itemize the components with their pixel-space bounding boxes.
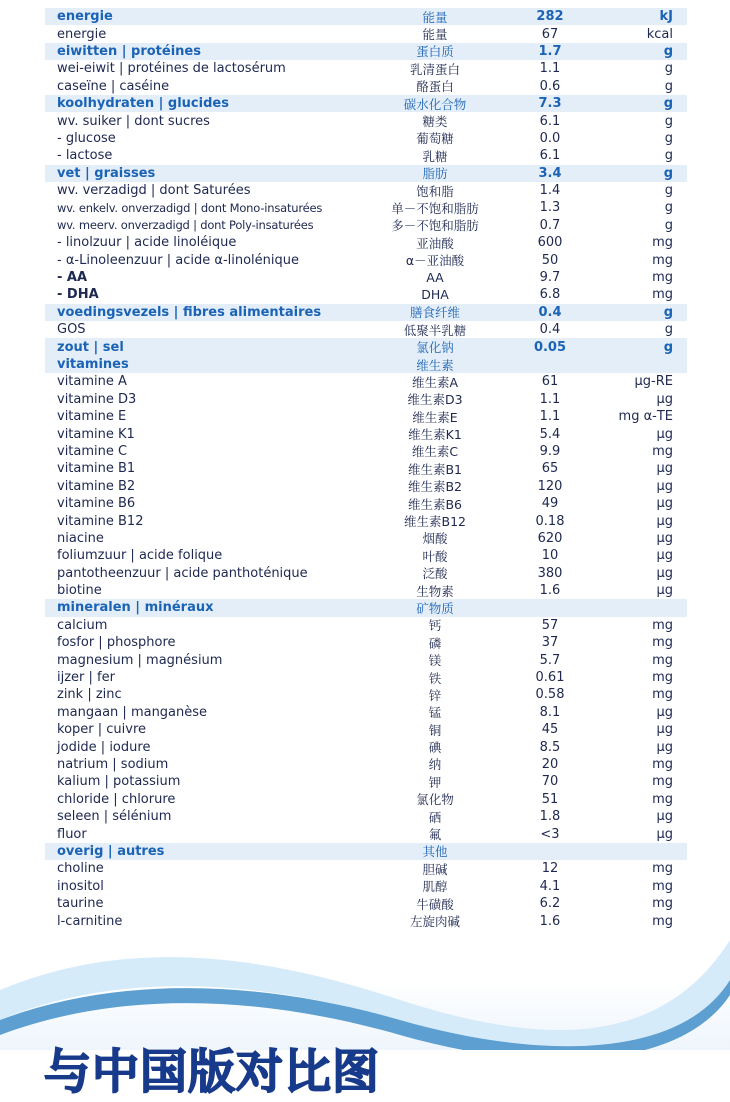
nutrient-unit: mg [652, 861, 673, 877]
nutrient-name: calcium [57, 617, 108, 633]
nutrient-unit: mg [652, 913, 673, 929]
chinese-name: 蛋白质 [416, 44, 454, 60]
table-row [45, 704, 687, 721]
nutrient-unit: kcal [646, 26, 673, 42]
section-header-row [45, 338, 687, 355]
nutrient-unit: mg [652, 878, 673, 894]
table-row [45, 182, 687, 199]
nutrient-name: taurine [57, 896, 104, 912]
nutrient-value: 67 [541, 26, 559, 42]
nutrient-unit: g [664, 217, 673, 233]
chinese-name: 维生素B12 [404, 514, 466, 530]
nutrient-unit: mg [652, 774, 673, 790]
chinese-name: 维生素B2 [407, 479, 463, 495]
nutrient-unit: µg [656, 722, 673, 738]
section-header-row [45, 843, 687, 860]
nutrient-name: vitamines [57, 357, 129, 372]
nutrient-name: energie [57, 26, 107, 42]
section-header-row [45, 356, 687, 373]
chinese-name: 维生素A [411, 374, 459, 390]
nutrient-unit: g [664, 148, 673, 164]
nutrient-name: magnesium | magnésium [57, 652, 223, 668]
nutrient-unit: µg [656, 548, 673, 564]
nutrient-value: 51 [541, 791, 559, 807]
table-row [45, 78, 687, 95]
nutrient-value: 20 [541, 756, 559, 772]
table-row [45, 25, 687, 42]
nutrient-name: wv. verzadigd | dont Saturées [57, 183, 251, 199]
nutrient-value: 0.0 [539, 130, 561, 146]
nutrient-name: biotine [57, 583, 102, 599]
nutrient-name: fluor [57, 826, 87, 842]
nutrient-name: foliumzuur | acide folique [57, 548, 223, 564]
nutrient-name: seleen | sélénium [57, 809, 172, 825]
chinese-name: 亚油酸 [416, 235, 454, 251]
nutrient-value: 50 [541, 252, 559, 268]
nutrient-name: niacine [57, 530, 104, 546]
chinese-name: 乳清蛋白 [409, 61, 460, 77]
nutrient-name: - α-Linoleenzuur | acide α-linolénique [57, 252, 300, 268]
chinese-name: 脂肪 [422, 166, 448, 182]
nutrient-name: vitamine D3 [57, 391, 137, 407]
nutrient-unit: mg [652, 617, 673, 633]
nutrient-value: 6.8 [539, 287, 561, 303]
nutrient-unit: g [664, 183, 673, 199]
nutrient-name: vitamine C [57, 443, 128, 459]
nutrient-name: eiwitten | protéines [57, 43, 201, 59]
nutrient-name: energie [57, 9, 113, 25]
nutrient-value: 6.2 [539, 896, 561, 912]
nutrient-name: vitamine B6 [57, 496, 136, 512]
nutrient-value: <3 [540, 826, 560, 842]
nutrient-value: 0.61 [535, 670, 565, 686]
nutrient-name: vitamine E [57, 409, 127, 425]
nutrient-name: wv. meerv. onverzadigd | dont Poly-insaturées [57, 218, 314, 233]
nutrient-value: 8.5 [539, 739, 561, 755]
nutrient-value: 9.9 [539, 443, 561, 459]
nutrient-value: 1.6 [539, 913, 561, 929]
chinese-name: 铜 [428, 722, 442, 738]
chinese-name: 膳食纤维 [409, 305, 460, 321]
chinese-name: 氟 [428, 827, 442, 843]
nutrient-value: 1.7 [538, 43, 562, 59]
chinese-name: 维生素K1 [408, 427, 462, 443]
nutrient-unit: mg [652, 252, 673, 268]
nutrient-unit: g [663, 304, 673, 320]
nutrient-name: caseïne | caséine [57, 78, 170, 94]
chinese-name: 叶酸 [422, 548, 448, 564]
table-row [45, 912, 687, 929]
nutrient-value: 3.4 [538, 165, 562, 181]
chinese-name: 多－不饱和脂肪 [391, 218, 479, 234]
table-row [45, 825, 687, 842]
table-row [45, 391, 687, 408]
section-header-row [45, 304, 687, 321]
chinese-name: 碘 [428, 740, 442, 756]
table-row [45, 217, 687, 234]
section-header-row [45, 165, 687, 182]
nutrient-value: 1.1 [539, 409, 561, 425]
nutrient-name: pantotheenzuur | acide panthoténique [57, 565, 308, 581]
nutrition-table [45, 8, 687, 930]
nutrient-unit: g [664, 113, 673, 129]
nutrient-value: 8.1 [539, 704, 561, 720]
nutrient-unit: µg [656, 826, 673, 842]
nutrient-unit: g [663, 96, 673, 112]
table-row [45, 478, 687, 495]
nutrient-name: - lactose [57, 148, 113, 164]
chinese-name: 维生素E [412, 409, 458, 425]
nutrient-name: overig | autres [57, 843, 165, 859]
nutrient-unit: µg [656, 513, 673, 529]
chinese-name: 矿物质 [416, 600, 454, 616]
chinese-name: 烟酸 [422, 531, 448, 547]
nutrient-name: wv. suiker | dont sucres [57, 113, 210, 129]
nutrient-name: choline [57, 861, 104, 877]
nutrient-name: kalium | potassium [57, 774, 181, 790]
nutrient-value: 282 [536, 9, 564, 25]
nutrient-name: - glucose [57, 130, 116, 146]
nutrient-name: koper | cuivre [57, 722, 147, 738]
nutrient-value: 1.8 [539, 809, 561, 825]
nutrient-unit: µg [656, 739, 673, 755]
nutrient-unit: g [663, 339, 673, 355]
chinese-name: 饱和脂 [416, 183, 454, 199]
table-row [45, 634, 687, 651]
chinese-name: 单－不饱和脂肪 [391, 200, 479, 216]
table-row [45, 512, 687, 529]
nutrient-unit: g [664, 78, 673, 94]
table-row [45, 860, 687, 877]
table-row [45, 565, 687, 582]
section-header-row [45, 8, 687, 25]
nutrient-name: vet | graisses [57, 165, 156, 181]
nutrient-name: natrium | sodium [57, 756, 169, 772]
nutrient-unit: µg [656, 478, 673, 494]
table-row [45, 321, 687, 338]
nutrient-name: voedingsvezels | fibres alimentaires [57, 304, 322, 320]
chinese-name: AA [426, 270, 444, 286]
chinese-name: 锰 [428, 705, 442, 721]
nutrient-value: 4.1 [539, 878, 561, 894]
nutrient-value: 0.18 [535, 513, 565, 529]
nutrient-unit: µg [656, 496, 673, 512]
nutrient-name: vitamine K1 [57, 426, 135, 442]
chinese-name: 碳水化合物 [403, 96, 467, 112]
chinese-name: 维生素 [416, 357, 454, 373]
nutrient-value: 37 [541, 635, 559, 651]
nutrient-name: mangaan | manganèse [57, 704, 208, 720]
nutrient-value: 1.1 [539, 391, 561, 407]
chinese-name: 钙 [428, 618, 442, 634]
chinese-name: 氯化钠 [416, 340, 454, 356]
section-header-row [45, 43, 687, 60]
nutrient-unit: g [663, 165, 673, 181]
table-row [45, 878, 687, 895]
table-row [45, 495, 687, 512]
nutrient-value: 70 [541, 774, 559, 790]
nutrient-name: wei-eiwit | protéines de lactosérum [57, 61, 286, 77]
nutrient-value: 600 [537, 235, 563, 251]
table-row [45, 269, 687, 286]
table-row [45, 721, 687, 738]
chinese-name: 低聚半乳糖 [403, 322, 467, 338]
nutrient-value: 1.6 [539, 583, 561, 599]
nutrient-value: 620 [537, 530, 563, 546]
nutrient-unit: µg [656, 391, 673, 407]
nutrient-unit: mg [652, 756, 673, 772]
nutrient-name: koolhydraten | glucides [57, 96, 229, 112]
nutrient-name: - AA [57, 270, 88, 286]
table-row [45, 112, 687, 129]
chinese-name: 牛磺酸 [416, 896, 454, 912]
table-row [45, 808, 687, 825]
section-header-row [45, 599, 687, 616]
chinese-name: 能量 [422, 9, 448, 25]
chinese-name: 生物素 [416, 583, 454, 599]
table-row [45, 199, 687, 216]
table-row [45, 738, 687, 755]
nutrient-name: - linolzuur | acide linoléique [57, 235, 237, 251]
nutrient-name: GOS [57, 322, 86, 338]
table-row [45, 373, 687, 390]
nutrient-name: zink | zinc [57, 687, 122, 703]
nutrient-unit: mg [652, 687, 673, 703]
table-row [45, 408, 687, 425]
nutrient-value: 120 [537, 478, 563, 494]
nutrient-value: 0.4 [538, 304, 562, 320]
chinese-name: 锌 [428, 687, 442, 703]
nutrient-value: 1.4 [539, 183, 561, 199]
chinese-name: 左旋肉碱 [409, 914, 460, 929]
table-row [45, 582, 687, 599]
nutrient-unit: mg [652, 287, 673, 303]
nutrient-value: 49 [541, 496, 559, 512]
nutrient-value: 12 [541, 861, 559, 877]
nutrient-name: inositol [57, 878, 104, 894]
table-row [45, 895, 687, 912]
chinese-name: DHA [421, 287, 449, 303]
nutrient-value: 65 [541, 461, 559, 477]
nutrient-value: 0.6 [539, 78, 561, 94]
wave-decoration [0, 940, 730, 1050]
nutrient-value: 9.7 [539, 270, 561, 286]
nutrient-value: 7.3 [538, 96, 562, 112]
nutrient-unit: g [664, 61, 673, 77]
comparison-title: 与中国版对比图 [44, 1045, 380, 1100]
chinese-name: 铁 [428, 670, 442, 686]
chinese-name: 糖类 [422, 114, 448, 130]
nutrient-name: vitamine B12 [57, 513, 144, 529]
nutrient-name: l-carnitine [57, 913, 123, 929]
table-row [45, 251, 687, 268]
nutrient-value: 0.58 [535, 687, 565, 703]
nutrient-unit: µg [656, 461, 673, 477]
chinese-name: 纳 [428, 757, 442, 773]
nutrient-name: vitamine B2 [57, 478, 136, 494]
nutrient-name: vitamine A [57, 374, 127, 390]
nutrient-value: 5.7 [539, 652, 561, 668]
nutrient-value: 1.1 [539, 61, 561, 77]
nutrient-unit: µg [656, 583, 673, 599]
chinese-name: 维生素D3 [407, 392, 463, 408]
nutrient-value: 0.05 [533, 339, 567, 355]
table-row [45, 791, 687, 808]
nutrient-name: jodide | iodure [57, 739, 151, 755]
nutrient-unit: g [664, 322, 673, 338]
nutrient-value: 10 [541, 548, 559, 564]
table-row [45, 443, 687, 460]
nutrient-value: 5.4 [539, 426, 561, 442]
nutrient-unit: mg [652, 270, 673, 286]
table-row [45, 773, 687, 790]
nutrient-unit: µg [656, 809, 673, 825]
chinese-name: 能量 [422, 27, 448, 43]
table-row [45, 147, 687, 164]
nutrient-name: wv. enkelv. onverzadigd | dont Mono-insaturées [57, 200, 323, 215]
table-row [45, 669, 687, 686]
nutrient-value: 0.4 [539, 322, 561, 338]
nutrient-unit: g [663, 43, 673, 59]
table-row [45, 651, 687, 668]
chinese-name: 硒 [428, 809, 442, 825]
chinese-name: 磷 [428, 635, 442, 651]
nutrient-unit: mg [652, 652, 673, 668]
nutrient-unit: mg α-TE [618, 409, 673, 425]
nutrient-unit: mg [652, 235, 673, 251]
nutrient-unit: mg [652, 896, 673, 912]
nutrient-unit: kJ [659, 9, 673, 25]
table-row [45, 756, 687, 773]
nutrient-unit: µg-RE [634, 374, 673, 390]
nutrient-unit: µg [656, 704, 673, 720]
nutrient-name: mineralen | minéraux [57, 600, 214, 616]
chinese-name: 钾 [428, 774, 442, 790]
nutrient-value: 6.1 [539, 113, 561, 129]
table-row [45, 460, 687, 477]
table-row [45, 530, 687, 547]
nutrient-value: 1.3 [539, 200, 561, 216]
nutrient-name: vitamine B1 [57, 461, 136, 477]
nutrient-name: chloride | chlorure [57, 791, 176, 807]
chinese-name: 乳糖 [422, 148, 448, 164]
chinese-name: 其他 [422, 844, 448, 860]
table-row [45, 547, 687, 564]
chinese-name: 维生素C [411, 444, 459, 460]
nutrient-value: 380 [537, 565, 563, 581]
table-row [45, 686, 687, 703]
nutrient-unit: mg [652, 443, 673, 459]
nutrient-value: 57 [541, 617, 559, 633]
nutrient-name: zout | sel [57, 339, 124, 355]
table-row [45, 234, 687, 251]
nutrient-name: fosfor | phosphore [57, 635, 176, 651]
chinese-name: 镁 [428, 653, 442, 669]
nutrient-name: ijzer | fer [57, 670, 115, 686]
nutrient-name: - DHA [57, 287, 99, 303]
chinese-name: 氯化物 [416, 792, 454, 808]
nutrient-unit: mg [652, 670, 673, 686]
nutrient-unit: µg [656, 530, 673, 546]
table-row [45, 286, 687, 303]
nutrient-unit: µg [656, 426, 673, 442]
chinese-name: 泛酸 [422, 566, 448, 582]
nutrient-value: 61 [541, 374, 559, 390]
chinese-name: 维生素B6 [407, 496, 463, 512]
table-row [45, 130, 687, 147]
chinese-name: α－亚油酸 [405, 253, 465, 269]
chinese-name: 酪蛋白 [416, 79, 454, 95]
table-row [45, 60, 687, 77]
chinese-name: 胆碱 [422, 861, 448, 877]
chinese-name: 维生素B1 [407, 461, 463, 477]
nutrient-value: 6.1 [539, 148, 561, 164]
chinese-name: 肌醇 [422, 879, 448, 895]
nutrient-value: 45 [541, 722, 559, 738]
nutrient-unit: mg [652, 635, 673, 651]
nutrient-unit: g [664, 200, 673, 216]
chinese-name: 葡萄糖 [416, 131, 454, 147]
table-row [45, 617, 687, 634]
section-header-row [45, 95, 687, 112]
nutrient-value: 0.7 [539, 217, 561, 233]
nutrient-unit: mg [652, 791, 673, 807]
nutrient-unit: µg [656, 565, 673, 581]
table-row [45, 425, 687, 442]
nutrient-unit: g [664, 130, 673, 146]
